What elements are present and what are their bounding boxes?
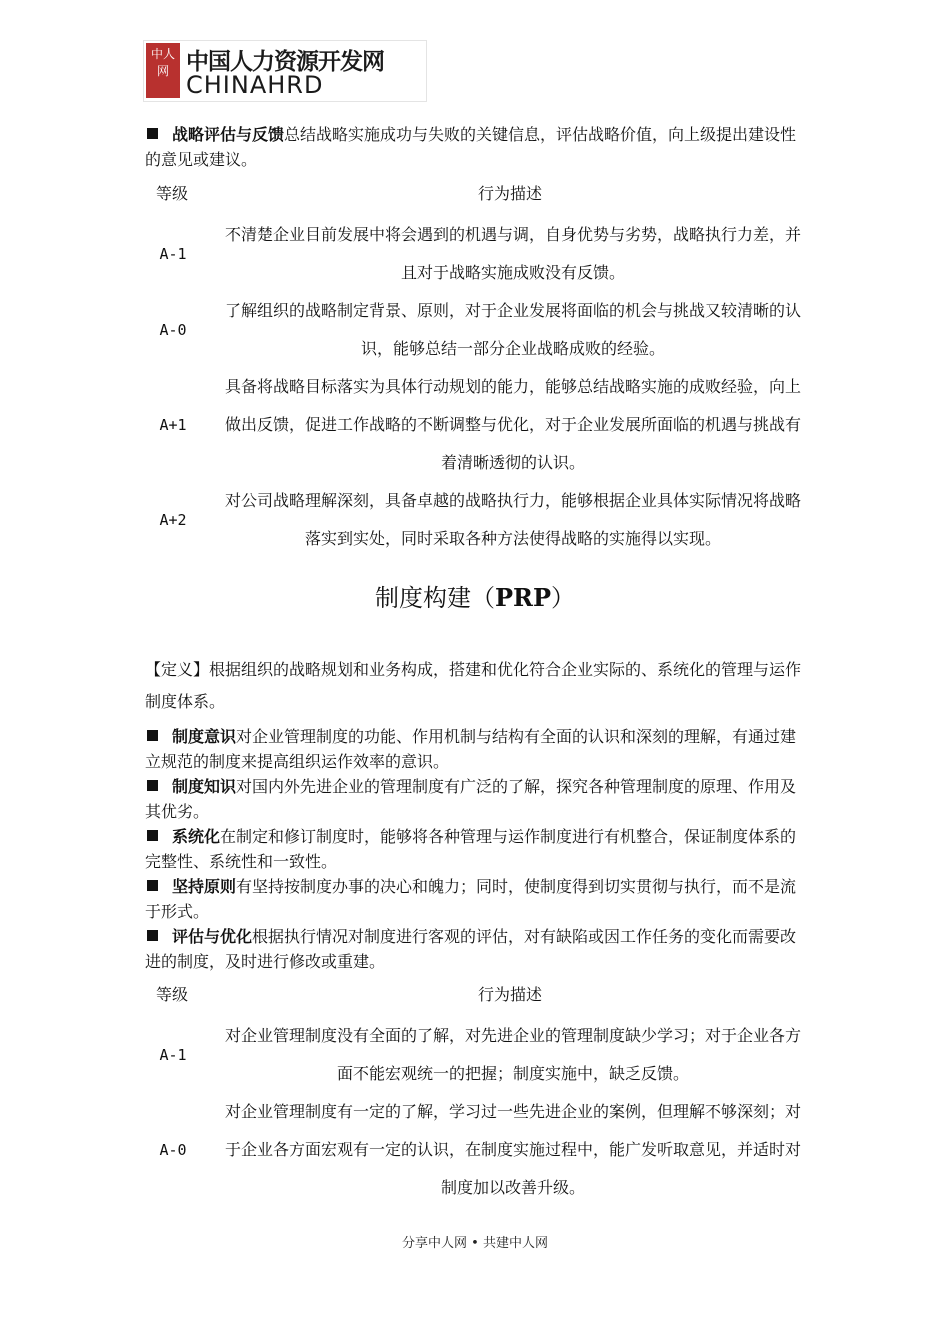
- heading-code: PRP: [494, 583, 552, 612]
- heading-text: 制度构建（: [374, 584, 495, 612]
- bullet-square-icon: [147, 830, 158, 841]
- table-row-level: A-0: [159, 321, 187, 339]
- bullet-square-icon: [147, 930, 158, 941]
- bullet-text: 在制定和修订制度时，能够将各种管理与运作制度进行有机整合，保证制度体系的完整性、系统性和一致性。: [145, 827, 797, 871]
- bullet-term: 制度意识: [172, 727, 237, 746]
- table-row-description: 了解组织的战略制定背景、原则，对于企业发展将面临的机会与挑战又较清晰的认识，能够总结一部分企业战略成败的经验。: [224, 301, 801, 358]
- table-row-level: A-1: [159, 245, 187, 263]
- table-row-level: A+1: [159, 416, 187, 434]
- table-row-level: A-1: [159, 1046, 187, 1064]
- table-header-description: 行为描述: [478, 184, 543, 203]
- bullet-principles: [145, 874, 807, 924]
- bullet-system-knowledge: [145, 774, 807, 824]
- chinahrd-logo: [143, 40, 427, 102]
- bullet-term: 制度知识: [172, 777, 237, 796]
- bullet-text: 总结战略实施成功与失败的关键信息，评估战略价值，向上级提出建设性的意见或建议。: [145, 125, 797, 169]
- table-header-description: 行为描述: [478, 985, 543, 1004]
- logo-english-name: CHINAHRD: [186, 71, 324, 99]
- table-row-level: A-0: [159, 1141, 187, 1159]
- bullet-term: 战略评估与反馈: [172, 125, 285, 144]
- table-row-level: A+2: [159, 511, 187, 529]
- bullet-term: 坚持原则: [172, 877, 237, 896]
- logo-chinese-name: 中国人力资源开发网: [186, 49, 384, 75]
- bullet-strategy-evaluation: [145, 122, 807, 172]
- table-header-level: 等级: [156, 985, 189, 1004]
- table-row-description: 对企业管理制度没有全面的了解，对先进企业的管理制度缺少学习；对于企业各方面不能宏观统一的把握；制度实施中，缺乏反馈。: [224, 1026, 801, 1083]
- table-header-level: 等级: [156, 184, 189, 203]
- table-row-description: 具备将战略目标落实为具体行动规划的能力，能够总结战略实施的成败经验，向上做出反馈，促进工作战略的不断调整与优化，对于企业发展所面临的机遇与挑战有着清晰透彻的认识。: [224, 377, 801, 472]
- bullet-square-icon: [147, 128, 158, 139]
- bullet-term: 评估与优化: [172, 927, 253, 946]
- definition-paragraph: 【定义】根据组织的战略规划和业务构成，搭建和优化符合企业实际的、系统化的管理与运作制度体系。: [145, 660, 802, 711]
- bullet-text: 对国内外先进企业的管理制度有广泛的了解，探究各种管理制度的原理、作用及其优劣。: [145, 777, 797, 821]
- bullet-square-icon: [147, 730, 158, 741]
- bullet-square-icon: [147, 880, 158, 891]
- bullet-term: 系统化: [172, 827, 221, 846]
- logo-mark: 中人网: [146, 43, 180, 98]
- bullet-system-awareness: [145, 724, 807, 774]
- bullet-text: 有坚持按制度办事的决心和魄力；同时，使制度得到切实贯彻与执行，而不是流于形式。: [145, 877, 797, 921]
- heading-close: ）: [551, 584, 576, 612]
- section-heading: [0, 583, 950, 613]
- bullet-text: 对企业管理制度的功能、作用机制与结构有全面的认识和深刻的理解，有通过建立规范的制度来提高组织运作效率的意识。: [145, 727, 797, 771]
- bullet-systematization: [145, 824, 807, 874]
- bullet-evaluation-optimization: [145, 924, 807, 974]
- table-row-description: 不清楚企业目前发展中将会遇到的机遇与调，自身优势与劣势，战略执行力差，并且对于战略实施成败没有反馈。: [224, 225, 801, 282]
- table-row-description: 对企业管理制度有一定的了解，学习过一些先进企业的案例，但理解不够深刻；对于企业各方面宏观有一定的认识，在制度实施过程中，能广发听取意见，并适时对制度加以改善升级。: [224, 1102, 801, 1197]
- bullet-text: 根据执行情况对制度进行客观的评估，对有缺陷或因工作任务的变化而需要改进的制度，及时进行修改或重建。: [145, 927, 797, 971]
- table-row-description: 对公司战略理解深刻，具备卓越的战略执行力，能够根据企业具体实际情况将战略落实到实处，同时采取各种方法使得战略的实施得以实现。: [224, 491, 801, 548]
- bullet-square-icon: [147, 780, 158, 791]
- page-footer: 分享中人网 • 共建中人网: [402, 1236, 548, 1251]
